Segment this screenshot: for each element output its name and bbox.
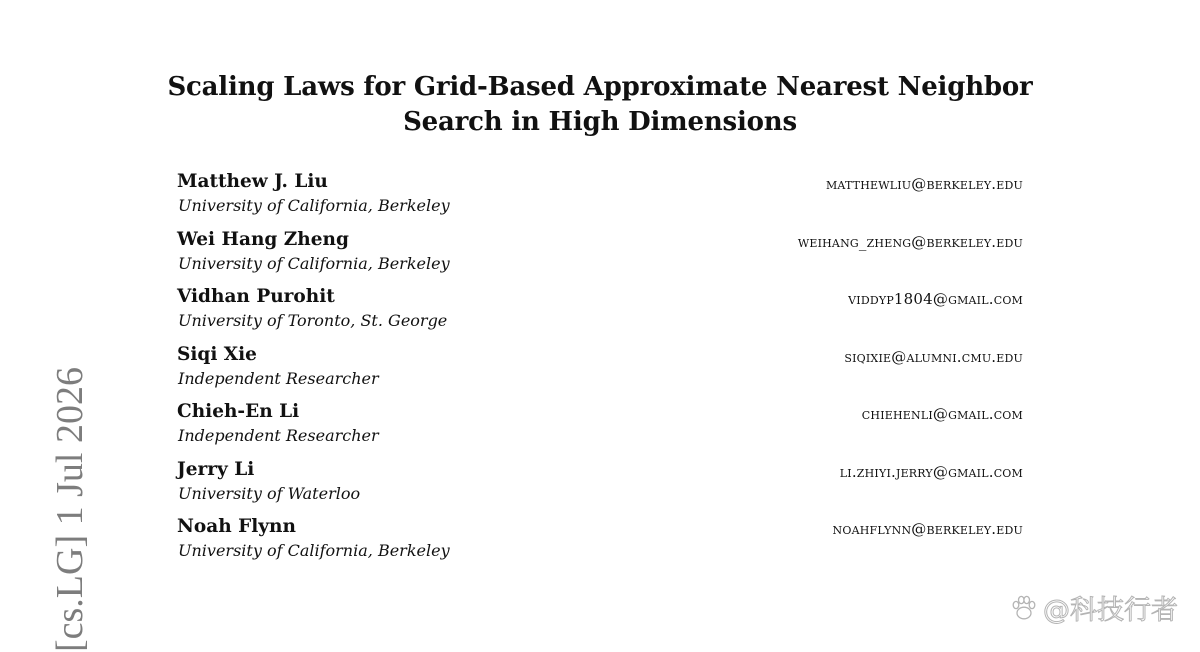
author-name: Chieh-En Li [177,401,300,422]
author-block [177,343,1023,401]
author-block [177,285,1023,343]
author-name: Vidhan Purohit [177,286,335,307]
watermark [1009,588,1178,627]
author-name: Noah Flynn [177,516,296,537]
watermark-text: @科技行者 [1043,595,1178,626]
author-block [177,400,1023,458]
author-affiliation: Independent Researcher [178,426,379,445]
paw-icon [1009,593,1039,623]
arxiv-identifier: [cs.LG] 1 Jul 2026 [49,367,91,652]
author-affiliation: University of Toronto, St. George [178,311,448,330]
author-block [177,228,1023,286]
author-email: viddyp1804@gmail.com [848,290,1023,308]
author-name: Siqi Xie [177,343,257,365]
author-list [177,170,1023,573]
author-affiliation: University of California, Berkeley [178,196,450,215]
title-line-2: Search in High Dimensions [403,107,797,137]
author-email: siqixie@alumni.cmu.edu [844,347,1023,366]
author-affiliation: Independent Researcher [178,368,379,388]
author-block [177,170,1023,228]
author-affiliation: University of Waterloo [178,483,361,503]
author-email: noahflynn@berkeley.edu [832,520,1023,538]
author-name: Wei Hang Zheng [177,228,349,250]
author-affiliation: University of California, Berkeley [178,253,450,273]
author-email: matthewliu@berkeley.edu [825,175,1023,193]
author-block [177,458,1023,516]
title-line-1: Scaling Laws for Grid-Based Approximate Nearest Neighbor [167,72,1033,102]
author-affiliation: University of California, Berkeley [178,541,450,560]
paper-title [150,70,1050,140]
author-name: Jerry Li [177,458,255,480]
author-email: chiehenli@gmail.com [861,405,1023,423]
author-email: li.zhiyi.jerry@gmail.com [839,462,1023,481]
author-block [177,515,1023,573]
author-name: Matthew J. Liu [177,171,328,192]
author-email: weihang_zheng@berkeley.edu [797,232,1023,251]
